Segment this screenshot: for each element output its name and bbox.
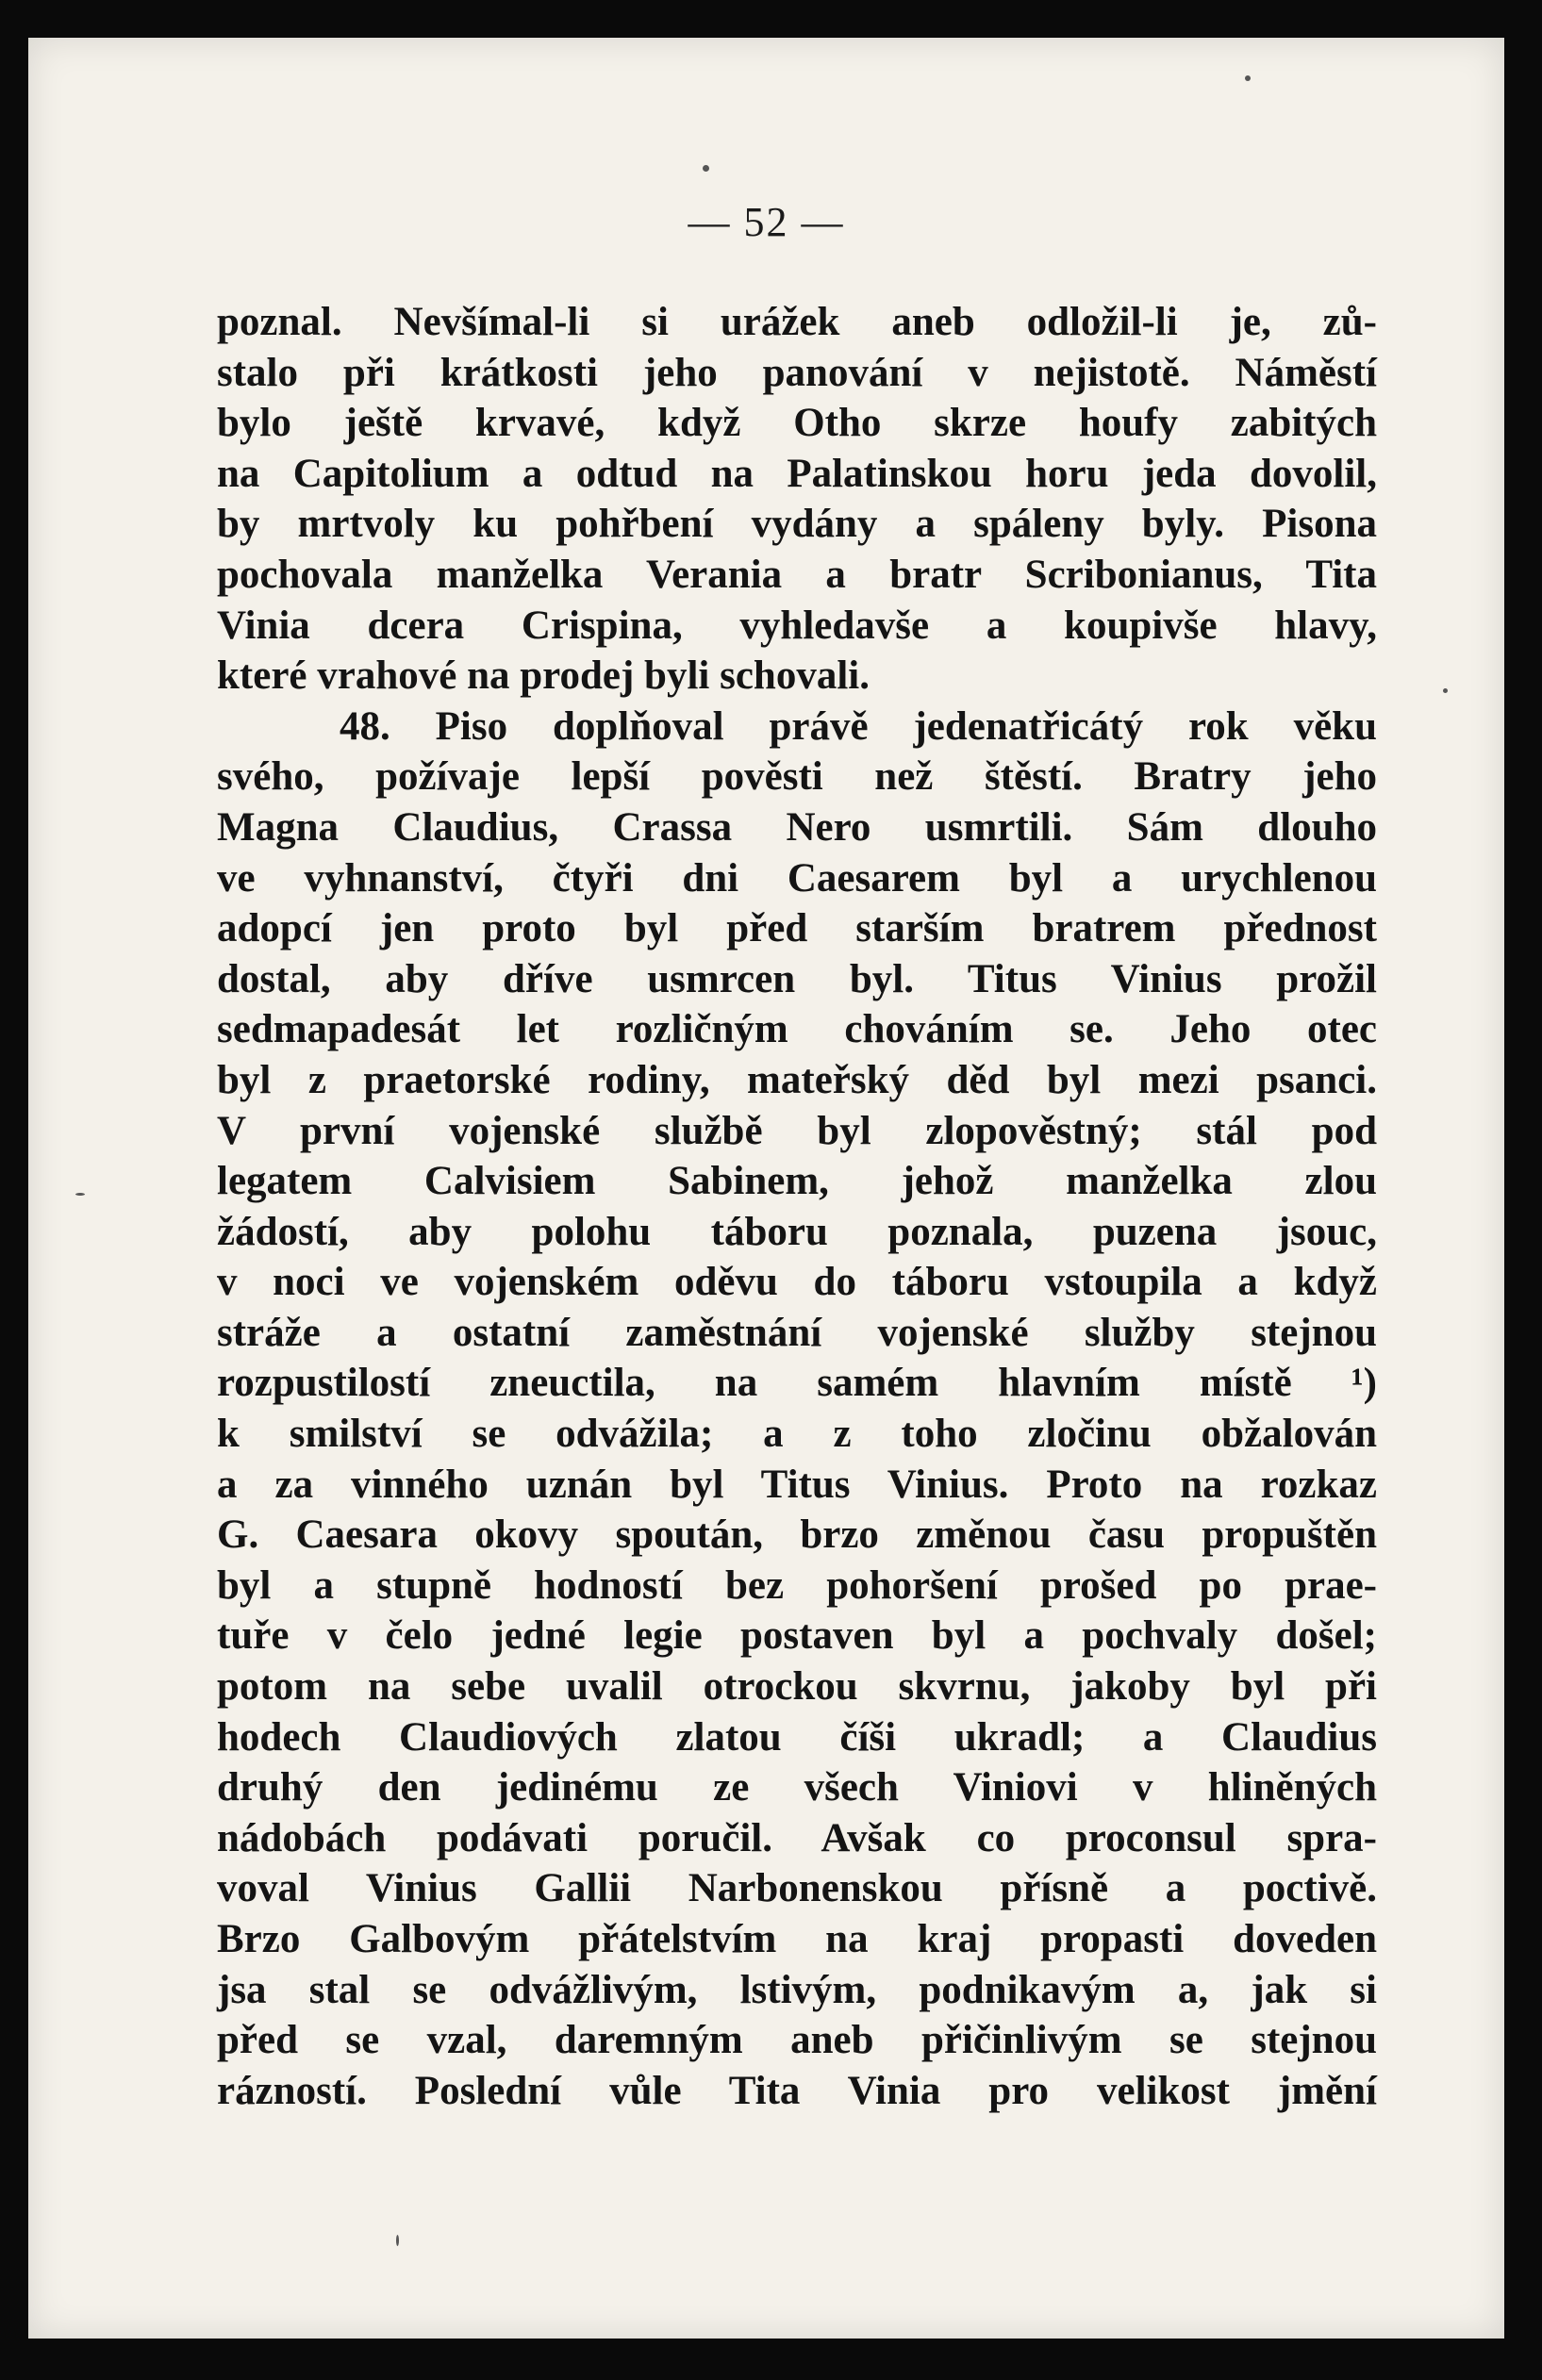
paper-speck [703,165,709,172]
text-line: rázností. Poslední vůle Tita Vinia pro velikost jmění [217,2068,1377,2113]
paper-speck [75,1193,85,1196]
text-line: pochovala manželka Verania a bratr Scribonianus, Tita [217,552,1377,597]
text-line: poznal. Nevšímal-li si urážek aneb odložil-li je, zů- [217,300,1377,344]
text-line: stráže a ostatní zaměstnání vojenské služby stejnou [217,1310,1377,1355]
text-line: G. Caesara okovy spoután, brzo změnou času propuštěn [217,1512,1377,1558]
paper-speck [1245,75,1251,81]
text-line: k smilství se odvážila; a z toho zločinu obžalován [217,1412,1377,1457]
text-line: jsa stal se odvážlivým, lstivým, podnikavým a, jak si [217,1967,1377,2012]
text-line: Brzo Galbovým přátelstvím na kraj propasti doveden [217,1917,1377,1961]
text-line: ve vyhnanství, čtyři dni Caesarem byl a urychlenou [217,855,1377,901]
text-line: a za vinného uznán byl Titus Vinius. Proto na rozkaz [217,1462,1377,1507]
body-text [217,297,1377,2116]
text-line: Magna Claudius, Crassa Nero usmrtili. Sám dlouho [217,804,1377,850]
text-line: stalo při krátkosti jeho panování v nejistotě. Náměstí [217,350,1377,395]
text-line: 48. Piso doplňoval právě jedenatřicátý rok věku [340,703,1377,749]
text-line: tuře v čelo jedné legie postaven byl a pochvaly došel; [217,1613,1377,1659]
text-line: druhý den jedinému ze všech Viniovi v hliněných [217,1765,1377,1810]
text-line: adopcí jen proto byl před starším bratrem přednost [217,906,1377,951]
text-line: sedmapadesát let rozličným chováním se. Jeho otec [217,1007,1377,1052]
text-line: hodech Claudiových zlatou číši ukradl; a Claudius [217,1714,1377,1760]
book-page [28,38,1504,2339]
text-line: rozpustilostí zneuctila, na samém hlavním místě ¹) [217,1361,1377,1406]
text-line: dostal, aby dříve usmrcen byl. Titus Vinius prožil [217,956,1377,1001]
text-line: byl a stupně hodností bez pohoršení prošed po prae- [217,1562,1377,1608]
text-line: voval Vinius Gallii Narbonenskou přísně a poctivě. [217,1866,1377,1911]
text-line: legatem Calvisiem Sabinem, jehož manželka zlou [217,1159,1377,1204]
text-line: v noci ve vojenském oděvu do táboru vstoupila a když [217,1260,1377,1305]
text-line: které vrahové na prodej byli schovali. [217,653,870,699]
text-line: bylo ještě krvavé, když Otho skrze houfy zabitých [217,401,1377,446]
paper-speck [396,2235,399,2246]
paper-speck [1443,688,1448,693]
text-line: Vinia dcera Crispina, vyhledavše a koupivše hlavy, [217,603,1377,648]
text-line: nádobách podávati poručil. Avšak co proconsul spra- [217,1815,1377,1860]
text-line: V první vojenské službě byl zlopověstný; stál pod [217,1108,1377,1153]
text-line: by mrtvoly ku pohřbení vydány a spáleny byly. Pisona [217,502,1377,547]
text-line: svého, požívaje lepší pověsti než štěstí. Bratry jeho [217,754,1377,800]
text-line: na Capitolium a odtud na Palatinskou horu jeda dovolil, [217,451,1377,496]
text-line: potom na sebe uvalil otrockou skvrnu, jakoby byl při [217,1664,1377,1710]
text-line: před se vzal, daremným aneb přičinlivým se stejnou [217,2018,1377,2063]
text-line: byl z praetorské rodiny, mateřský děd byl mezi psanci. [217,1057,1377,1102]
page-number: — 52 — [688,199,845,245]
text-line: žádostí, aby polohu táboru poznala, puzena jsouc, [217,1209,1377,1254]
